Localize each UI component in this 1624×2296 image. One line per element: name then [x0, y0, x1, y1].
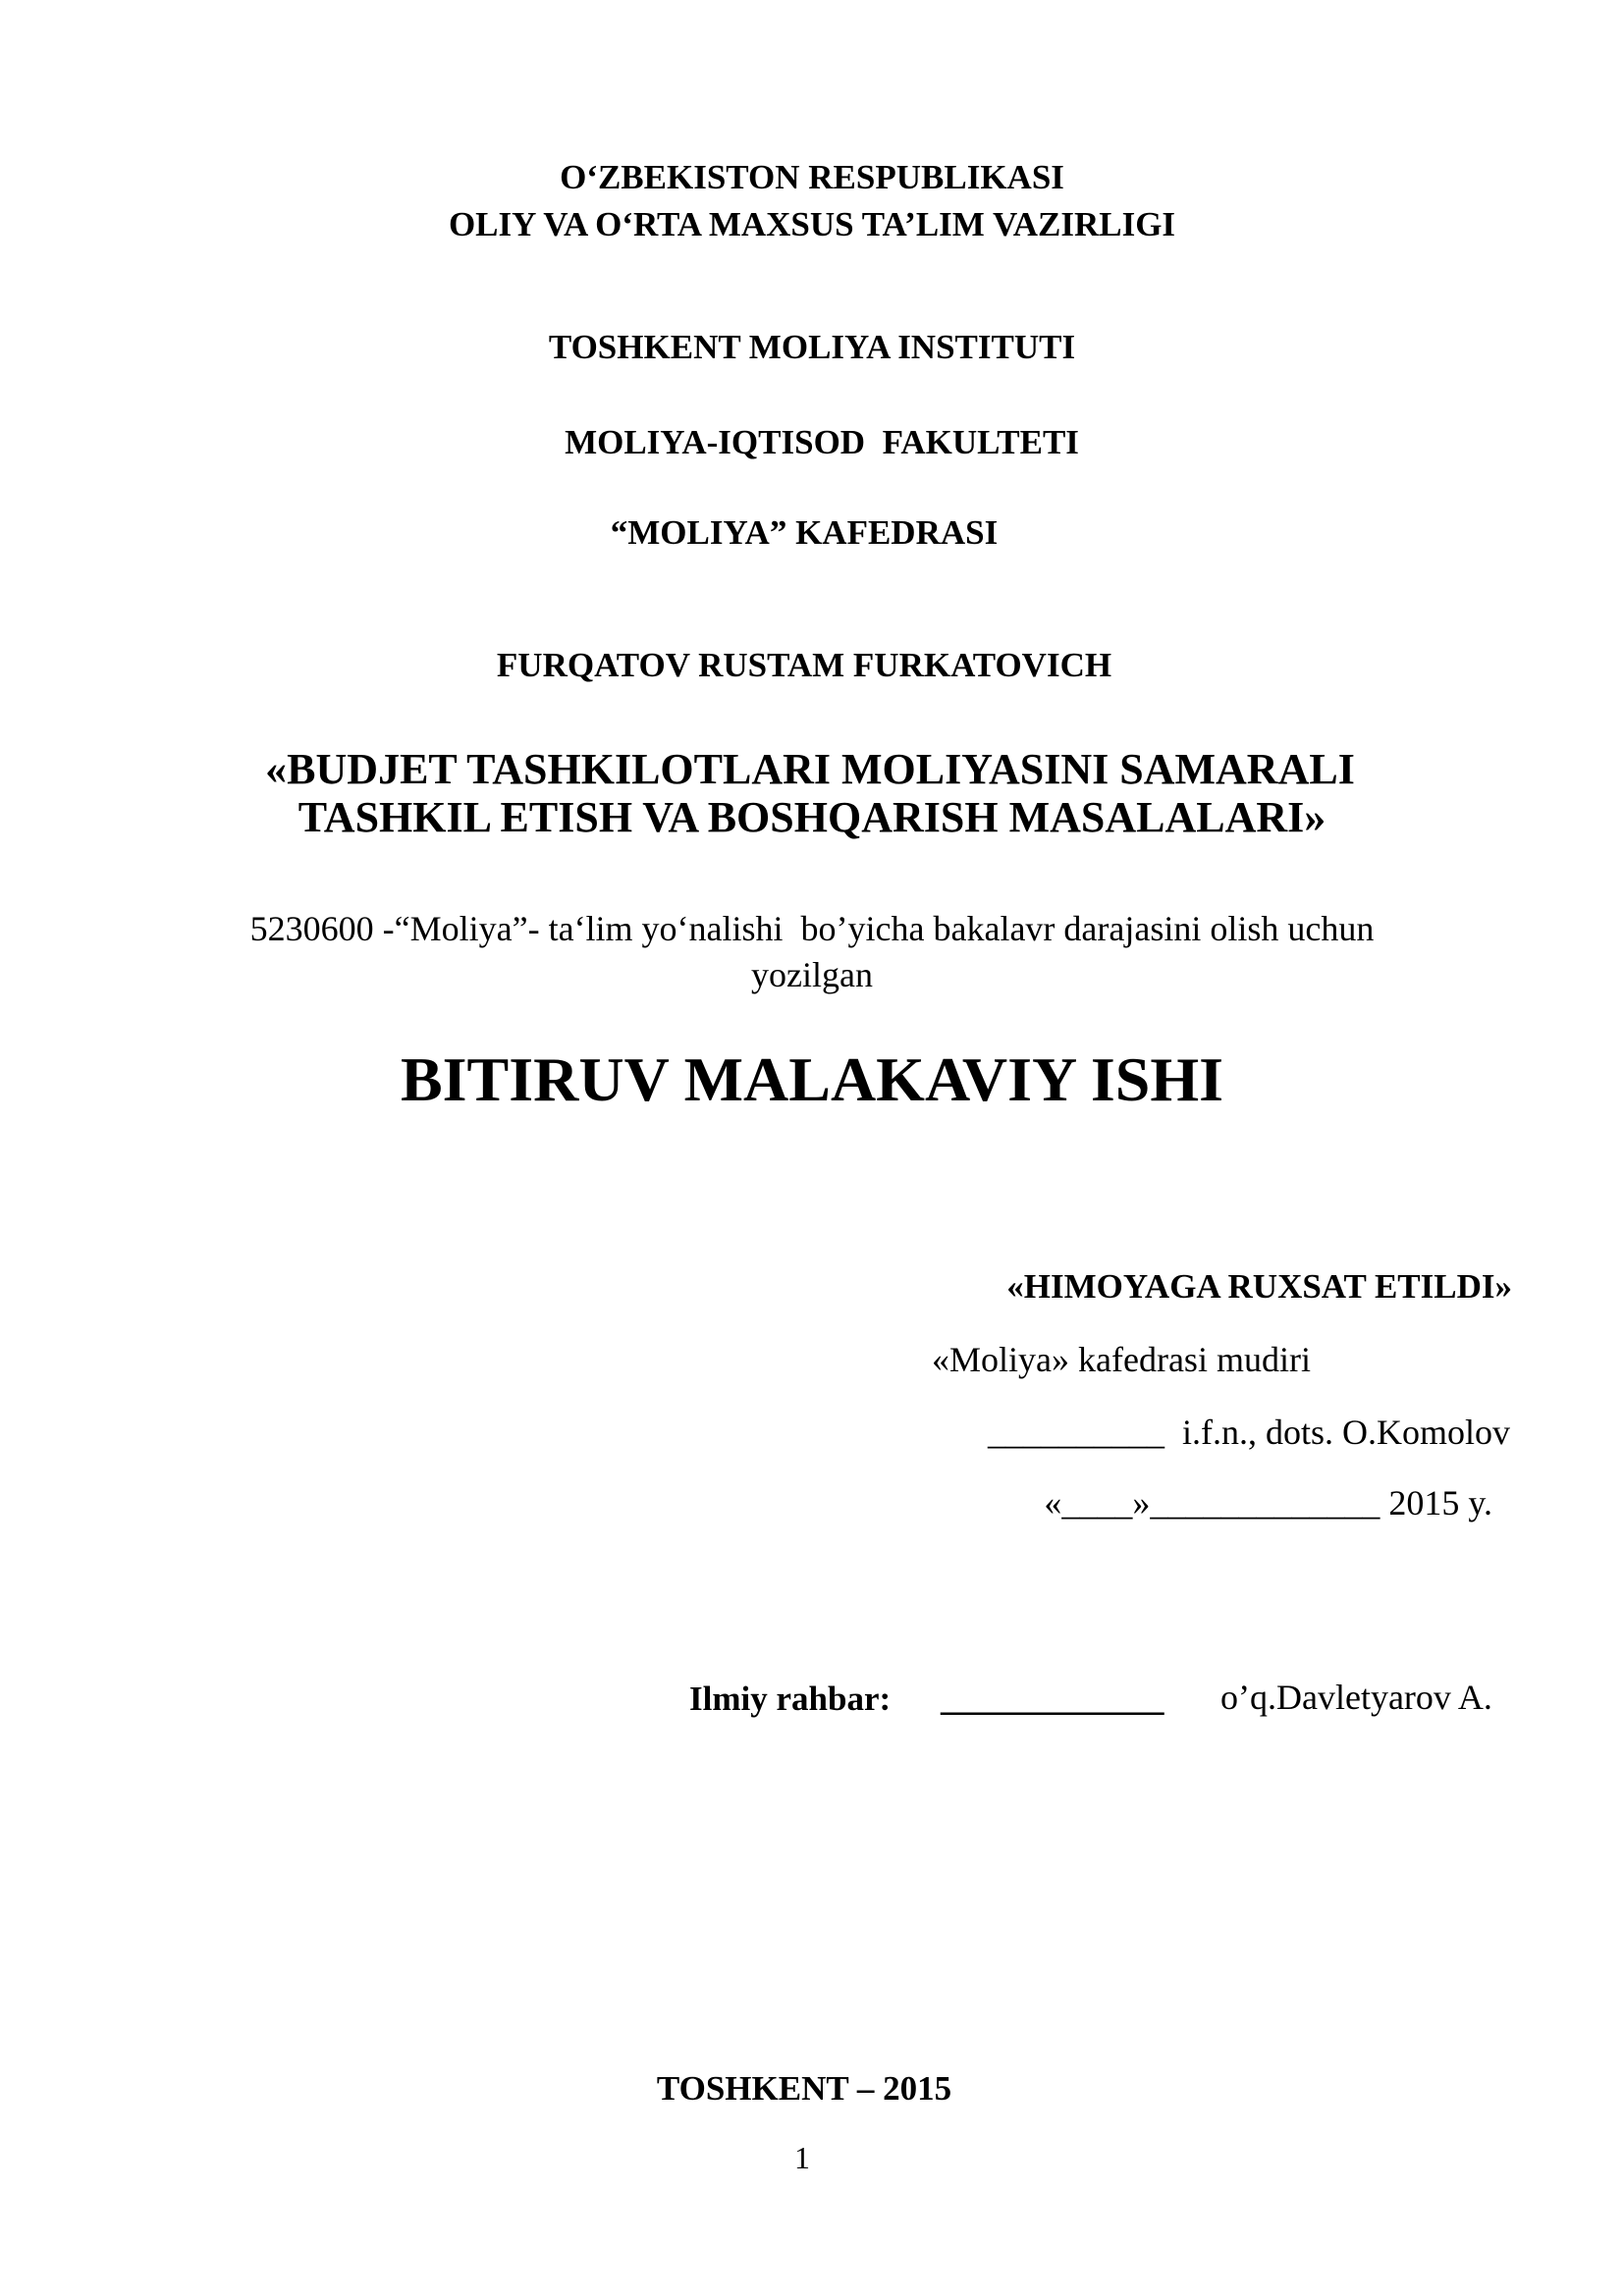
faculty-name: MOLIYA-IQTISOD FAKULTETI: [565, 423, 1079, 461]
author-name: FURQATOV RUSTAM FURKATOVICH: [496, 646, 1112, 684]
topic-line-2: TASHKIL ETISH VA BOSHQARISH MASALALARI»: [298, 793, 1326, 841]
supervisor-signature-blank: _____________: [941, 1680, 1164, 1718]
institute-name: TOSHKENT MOLIYA INSTITUTI: [548, 328, 1076, 366]
ministry-line-1: O‘ZBEKISTON RESPUBLIKASI: [560, 158, 1064, 196]
approval-title: «HIMOYAGA RUXSAT ETILDI»: [1006, 1267, 1512, 1306]
page-number: 1: [794, 2140, 810, 2175]
city-year: TOSHKENT – 2015: [656, 2069, 952, 2108]
approval-date-line: «____»_____________ 2015 y.: [1044, 1483, 1492, 1522]
department-name: “MOLIYA” KAFEDRASI: [610, 513, 999, 552]
approval-signature-line: __________ i.f.n., dots. O.Komolov: [987, 1413, 1510, 1452]
supervisor-name: o’q.Davletyarov A.: [1220, 1678, 1492, 1717]
supervisor-label: Ilmiy rahbar:: [689, 1680, 892, 1718]
purpose-line-1: 5230600 -“Moliya”- ta‘lim yo‘nalishi bo’yicha bakalavr darajasini olish uchun: [249, 909, 1375, 948]
approval-role: «Moliya» kafedrasi mudiri: [932, 1340, 1311, 1379]
work-type-title: BITIRUV MALAKAVIY ISHI: [400, 1044, 1224, 1114]
ministry-line-2: OLIY VA O‘RTA MAXSUS TA’LIM VAZIRLIGI: [448, 205, 1176, 243]
topic-line-1: «BUDJET TASHKILOTLARI MOLIYASINI SAMARALI: [265, 745, 1355, 793]
purpose-line-2: yozilgan: [751, 955, 873, 994]
